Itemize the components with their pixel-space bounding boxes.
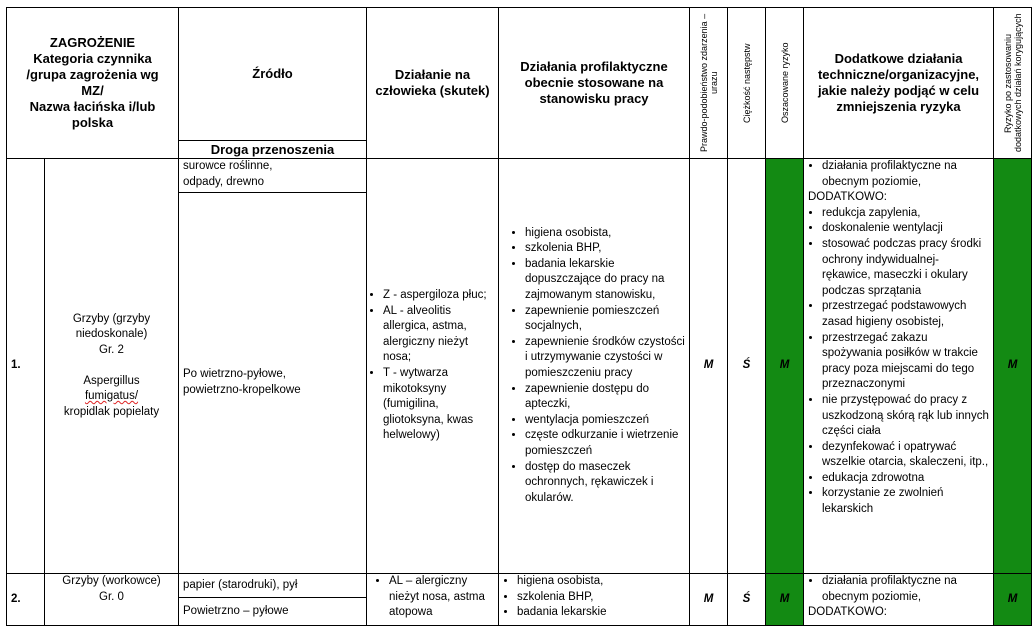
hazard-line: Gr. 2 <box>99 343 124 356</box>
measure-item: • zapewnienie pomieszczeń socjalnych, <box>525 304 685 335</box>
severity-value: Ś <box>728 574 766 626</box>
measure-item: • szkolenia BHP, <box>517 590 685 606</box>
additional-measures-cell <box>804 159 994 574</box>
header-hazard-line: Kategoria czynnika <box>33 51 152 66</box>
effect-item: • AL – alergiczny nieżyt nosa, astma atopowa <box>389 574 494 621</box>
additional-item: • redukcja zapylenia, <box>822 206 989 222</box>
additional-item: • stosować podczas pracy środki ochrony indywidualnej- rękawice, maseczki i okulary podczas sprzątania <box>822 237 989 299</box>
measure-item: • higiena osobista, <box>525 226 685 242</box>
header-hazard <box>7 8 179 159</box>
current-measures-cell <box>499 159 690 574</box>
header-severity: Ciężkość następstw <box>741 43 752 123</box>
source-cell: surowce roślinne, odpady, drewno <box>179 159 367 193</box>
header-hazard-line: /grupa zagrożenia wg <box>26 67 159 82</box>
route-cell: Powietrzno – pyłowe <box>179 598 367 626</box>
measure-item: • zapewnienie środków czystości i utrzymywanie czystości w pomieszczeniu pracy <box>525 335 685 382</box>
measure-item: • zapewnienie dostępu do apteczki, <box>525 382 685 413</box>
additional-item: • działania profilaktyczne na obecnym poziomie, <box>822 159 989 190</box>
effect-item: • AL - alveolitis allergica, astma, alergiczny nieżyt nosa; <box>383 304 496 366</box>
additional-item: • dezynfekować i opatrywać wszelkie otarcia, skaleczeni, itp., <box>822 440 989 471</box>
route-cell: Po wietrzno-pyłowe, powietrzno-kropelkowe <box>179 193 367 574</box>
effect-item: • Z - aspergiloza płuc; <box>383 288 496 304</box>
estimated-risk-value: M <box>766 574 804 626</box>
table-row <box>7 574 1032 598</box>
estimated-risk-value: M <box>766 159 804 574</box>
current-measures-cell <box>499 574 690 626</box>
measure-item: • badania lekarskie <box>517 605 685 621</box>
measure-item: • wentylacja pomieszczeń <box>525 413 685 429</box>
hazard-line: kropidlak popielaty <box>63 405 160 418</box>
header-source: Źródło <box>179 8 367 141</box>
additional-item: • korzystanie ze zwolnień lekarskich <box>822 486 989 517</box>
probability-value: M <box>690 574 728 626</box>
hazard-cell <box>45 159 179 574</box>
row-number: 2. <box>7 574 45 626</box>
hazard-line: Grzyby (grzyby <box>72 312 151 325</box>
hazard-line: Gr. 0 <box>99 590 124 603</box>
header-estimated-risk: Oszacowane ryzyko <box>779 42 790 124</box>
measure-item: • częste odkurzanie i wietrzenie pomieszczeń <box>525 428 685 459</box>
additional-item: • przestrzegać zakazu spożywania posiłków w trakcie pracy poza miejscami do tego przeznaczonymi <box>822 331 989 393</box>
measure-item: • szkolenia BHP, <box>525 241 685 257</box>
hazard-cell <box>45 574 179 626</box>
header-hazard-line: Nazwa łacińska i/lub <box>29 99 156 114</box>
additional-item: • doskonalenie wentylacji <box>822 221 989 237</box>
hazard-line: fumigatus/ <box>84 390 139 403</box>
effect-item: • T - wytwarza mikotoksyny (fumigilina, gliotoksyna, kwas helwelowy) <box>383 366 496 444</box>
row-number: 1. <box>7 159 45 574</box>
header-route: Droga przenoszenia <box>179 141 367 159</box>
residual-risk-value: M <box>994 574 1032 626</box>
measure-item: • higiena osobista, <box>517 574 685 590</box>
measure-item: • badania lekarskie dopuszczające do pracy na zajmowanym stanowisku, <box>525 257 685 304</box>
risk-assessment-table <box>6 7 1032 626</box>
additional-item: • działania profilaktyczne na obecnym poziomie, <box>822 574 989 605</box>
hazard-line: Grzyby (workowce) <box>62 575 161 587</box>
additional-label: DODATKOWO: <box>808 606 888 619</box>
header-hazard-line: ZAGROŻENIE <box>49 35 136 50</box>
effect-cell <box>367 574 499 626</box>
hazard-line: niedoskonale) <box>75 328 148 341</box>
header-residual-risk: Ryzyko po zastosowaniu dodatkowych działań korygujących <box>1002 13 1023 153</box>
additional-item: • edukacja zdrowotna <box>822 471 989 487</box>
header-current-measures: Działania profilaktyczne obecnie stosowane na stanowisku pracy <box>499 8 690 159</box>
table-row <box>7 159 1032 193</box>
additional-item: • przestrzegać podstawowych zasad higieny osobistej, <box>822 299 989 330</box>
probability-value: M <box>690 159 728 574</box>
hazard-line: Aspergillus <box>83 374 140 387</box>
additional-label: DODATKOWO: <box>808 191 888 204</box>
header-effect: Działanie na człowieka (skutek) <box>367 8 499 159</box>
source-cell: papier (starodruki), pył <box>179 574 367 598</box>
residual-risk-value: M <box>994 159 1032 574</box>
severity-value: Ś <box>728 159 766 574</box>
header-row <box>7 8 1032 141</box>
header-hazard-line: polska <box>71 115 114 130</box>
header-hazard-line: MZ/ <box>81 83 104 98</box>
header-additional-measures: Dodatkowe działania techniczne/organizacyjne, jakie należy podjąć w celu zmniejszenia ryzyka <box>804 8 994 159</box>
measure-item: • dostęp do maseczek ochronnych, rękawiczek i okularów. <box>525 460 685 507</box>
effect-cell <box>367 159 499 574</box>
additional-item: • nie przystępować do pracy z uszkodzoną skórą rąk lub innych części ciała <box>822 393 989 440</box>
additional-measures-cell <box>804 574 994 626</box>
header-probability: Prawdo-podobieństwo zdarzenia – urazu <box>698 13 719 153</box>
